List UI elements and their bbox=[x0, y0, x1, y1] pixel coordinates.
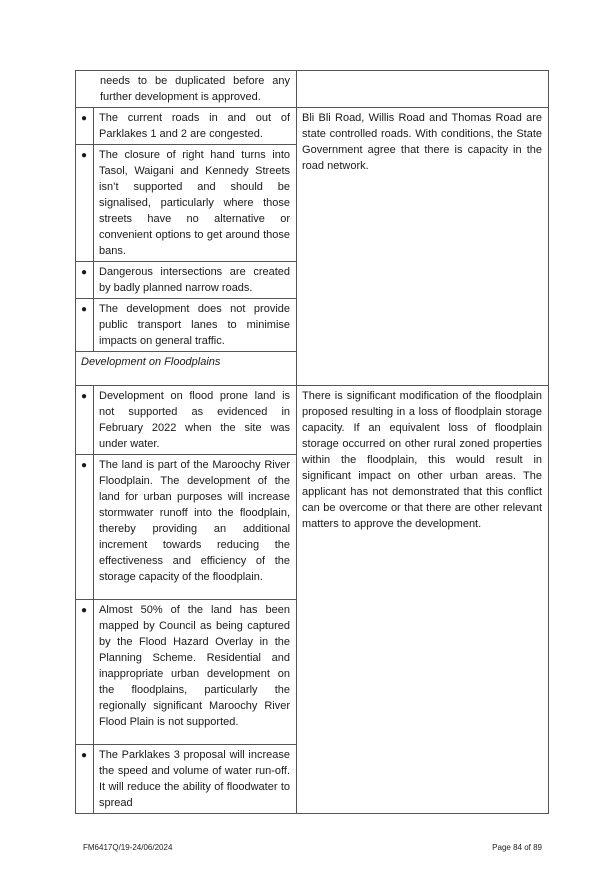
bullet: ● bbox=[76, 600, 94, 745]
submission-point: The Parklakes 3 proposal will increase the speed and volume of water run-off. It will reduce the ability of floodwater to spread bbox=[94, 745, 297, 814]
submissions-table bbox=[75, 70, 549, 814]
submission-point: The current roads in and out of Parklakes 1 and 2 are congested. bbox=[94, 108, 297, 145]
submission-point: The land is part of the Maroochy River Floodplain. The development of the land for urban purposes will increase stormwater runoff into the floodplain, thereby providing an additional increment towards reducing the effectiveness and efficiency of the storage capacity of the floodplain. bbox=[94, 455, 297, 600]
table-row bbox=[76, 108, 549, 145]
submission-point: The closure of right hand turns into Tasol, Waigani and Kennedy Streets isn’t supported and should be signalised, particularly where those streets have no alternative or convenient options to get around those bans. bbox=[94, 145, 297, 262]
submission-point: Development on flood prone land is not supported as evidenced in February 2022 when the site was under water. bbox=[94, 386, 297, 455]
section-heading: Development on Floodplains bbox=[76, 352, 297, 386]
document-reference: FM6417Q/19-24/06/2024 bbox=[83, 843, 173, 852]
bullet: ● bbox=[76, 386, 94, 455]
table-row bbox=[76, 386, 549, 455]
bullet: ● bbox=[76, 262, 94, 299]
response-cell-empty bbox=[297, 71, 549, 108]
continued-text: needs to be duplicated before any further development is approved. bbox=[76, 71, 297, 108]
submission-point: The development does not provide public transport lanes to minimise impacts on general traffic. bbox=[94, 299, 297, 352]
page-number: Page 84 of 89 bbox=[492, 843, 542, 852]
bullet: ● bbox=[76, 299, 94, 352]
submission-point: Almost 50% of the land has been mapped by Council as being captured by the Flood Hazard Overlay in the Planning Scheme. Residential and inappropriate urban development on the floodplains, particularly the regionally significant Maroochy River Flood Plain is not supported. bbox=[94, 600, 297, 745]
bullet: ● bbox=[76, 145, 94, 262]
floodplains-response: There is significant modification of the floodplain proposed resulting in a loss of floodplain storage capacity. If an equivalent loss of floodplain storage occurred on other rural zoned properties within the floodplain, this would result in significant impact on other urban areas. The applicant has not demonstrated that this conflict can be overcome or that there are other relevant matters to approve the development. bbox=[297, 386, 549, 814]
table-row bbox=[76, 71, 549, 108]
bullet: ● bbox=[76, 455, 94, 600]
bullet: ● bbox=[76, 745, 94, 814]
roads-response: Bli Bli Road, Willis Road and Thomas Road are state controlled roads. With conditions, the State Government agree that there is capacity in the road network. bbox=[297, 108, 549, 386]
bullet: ● bbox=[76, 108, 94, 145]
submission-point: Dangerous intersections are created by badly planned narrow roads. bbox=[94, 262, 297, 299]
